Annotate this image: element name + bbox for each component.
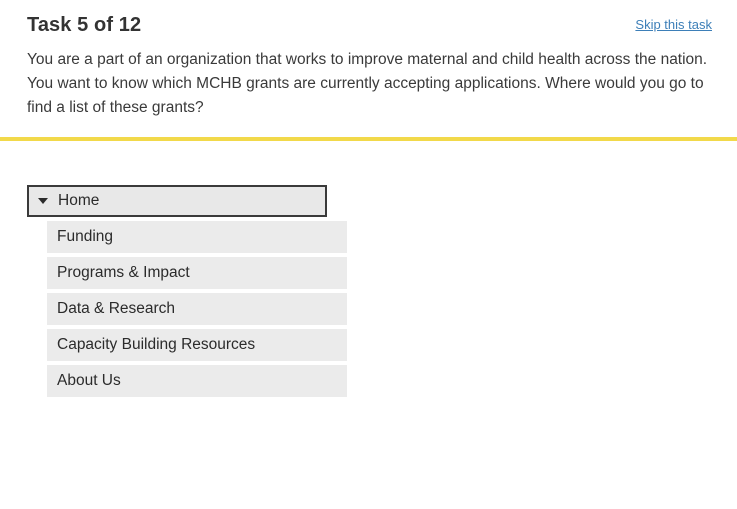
tree-item-data-research[interactable]: Data & Research — [47, 293, 347, 325]
task-header — [0, 0, 737, 141]
tree-children — [47, 221, 347, 397]
caret-down-icon — [38, 198, 48, 204]
tree-item-about-us[interactable]: About Us — [47, 365, 347, 397]
tree-item-home[interactable] — [27, 185, 327, 217]
navigation-tree — [27, 185, 347, 401]
skip-task-link[interactable]: Skip this task — [635, 17, 712, 32]
tree-item-funding[interactable]: Funding — [47, 221, 347, 253]
tree-item-capacity-building-resources[interactable]: Capacity Building Resources — [47, 329, 347, 361]
tree-item-programs-impact[interactable]: Programs & Impact — [47, 257, 347, 289]
tree-item-label: Home — [58, 192, 100, 209]
task-title: Task 5 of 12 — [27, 14, 142, 36]
task-description: You are a part of an organization that works to improve maternal and child health across the nation. You want to know which MCHB grants are currently accepting applications. Where would you go to find a list of these grants? — [27, 51, 708, 116]
